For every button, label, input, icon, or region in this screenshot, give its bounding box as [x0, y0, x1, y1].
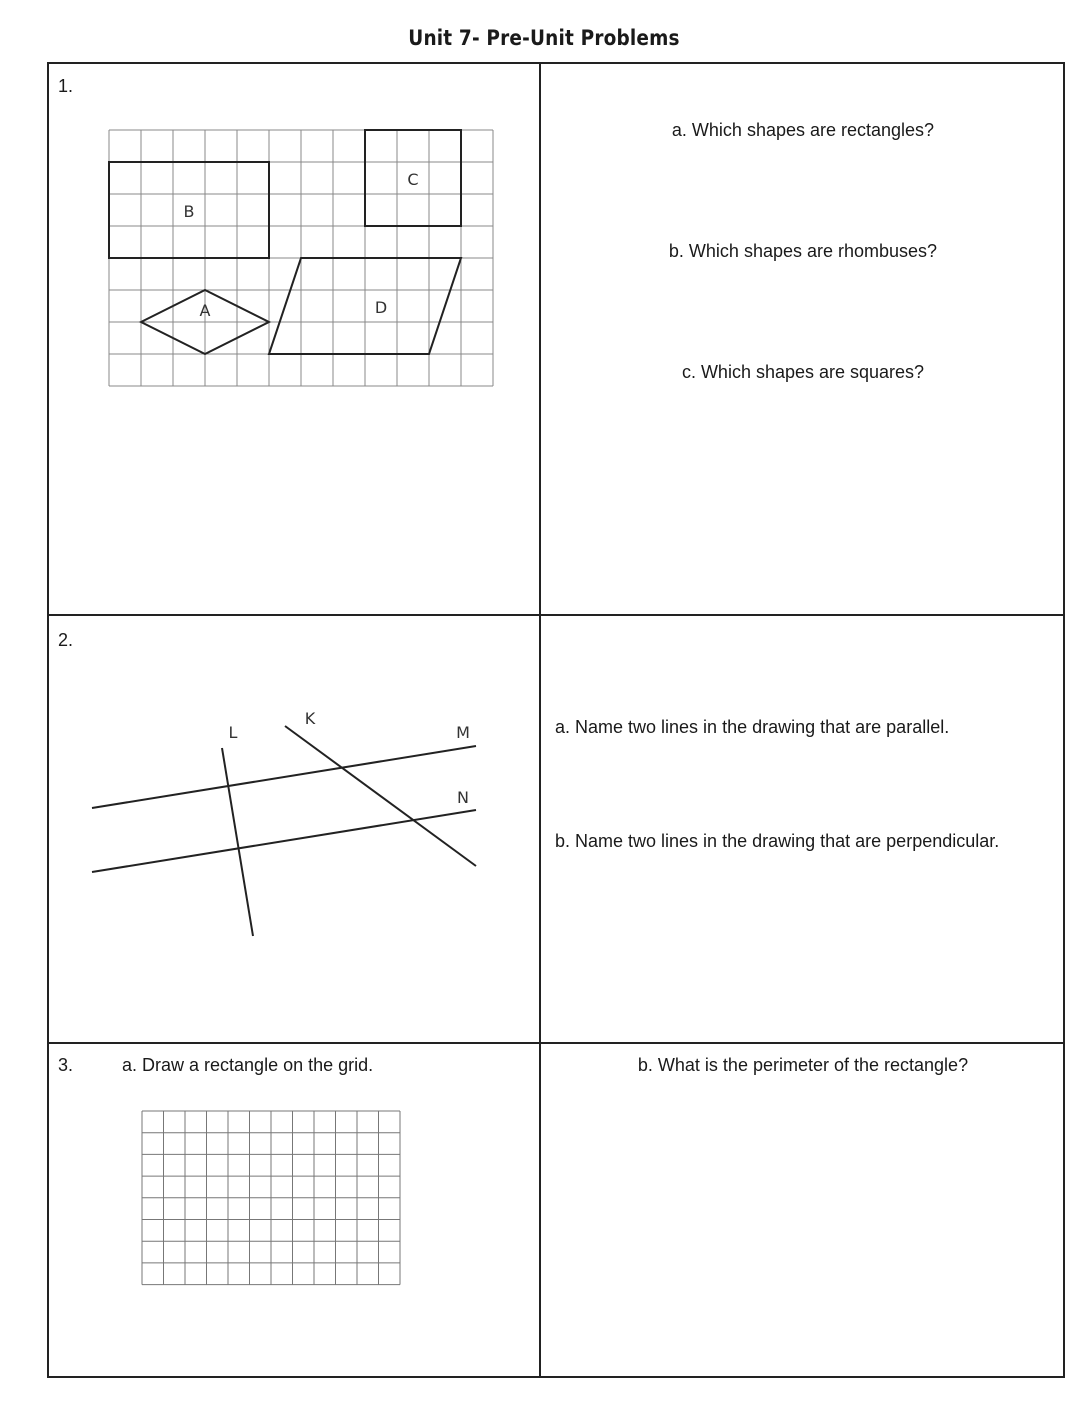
shape-label-b: B	[183, 202, 195, 221]
page-title: Unit 7- Pre-Unit Problems	[408, 26, 680, 50]
shape-label-d: D	[374, 298, 388, 317]
shape-label-a: A	[199, 301, 211, 320]
problem-3-question-a: a. Draw a rectangle on the grid.	[122, 1055, 374, 1075]
line-label-k: K	[304, 709, 316, 728]
line-label-n: N	[457, 788, 469, 807]
problem-3-question-b: b. What is the perimeter of the rectangle?	[637, 1055, 969, 1075]
problem-1-question-b: b. Which shapes are rhombuses?	[668, 241, 938, 261]
problem-2-question-b: b. Name two lines in the drawing that are perpendicular.	[555, 831, 1000, 851]
problem-1-question-c: c. Which shapes are squares?	[681, 362, 925, 382]
problem-2-number: 2.	[58, 630, 74, 650]
line-label-m: M	[456, 723, 470, 742]
shape-label-c: C	[407, 170, 419, 189]
line-label-l: L	[228, 723, 238, 742]
problem-1-number: 1.	[58, 76, 74, 96]
problem-2-question-a: a. Name two lines in the drawing that are parallel.	[555, 717, 950, 737]
problem-1-question-a: a. Which shapes are rectangles?	[671, 120, 935, 140]
problem-3-number: 3.	[58, 1055, 74, 1075]
